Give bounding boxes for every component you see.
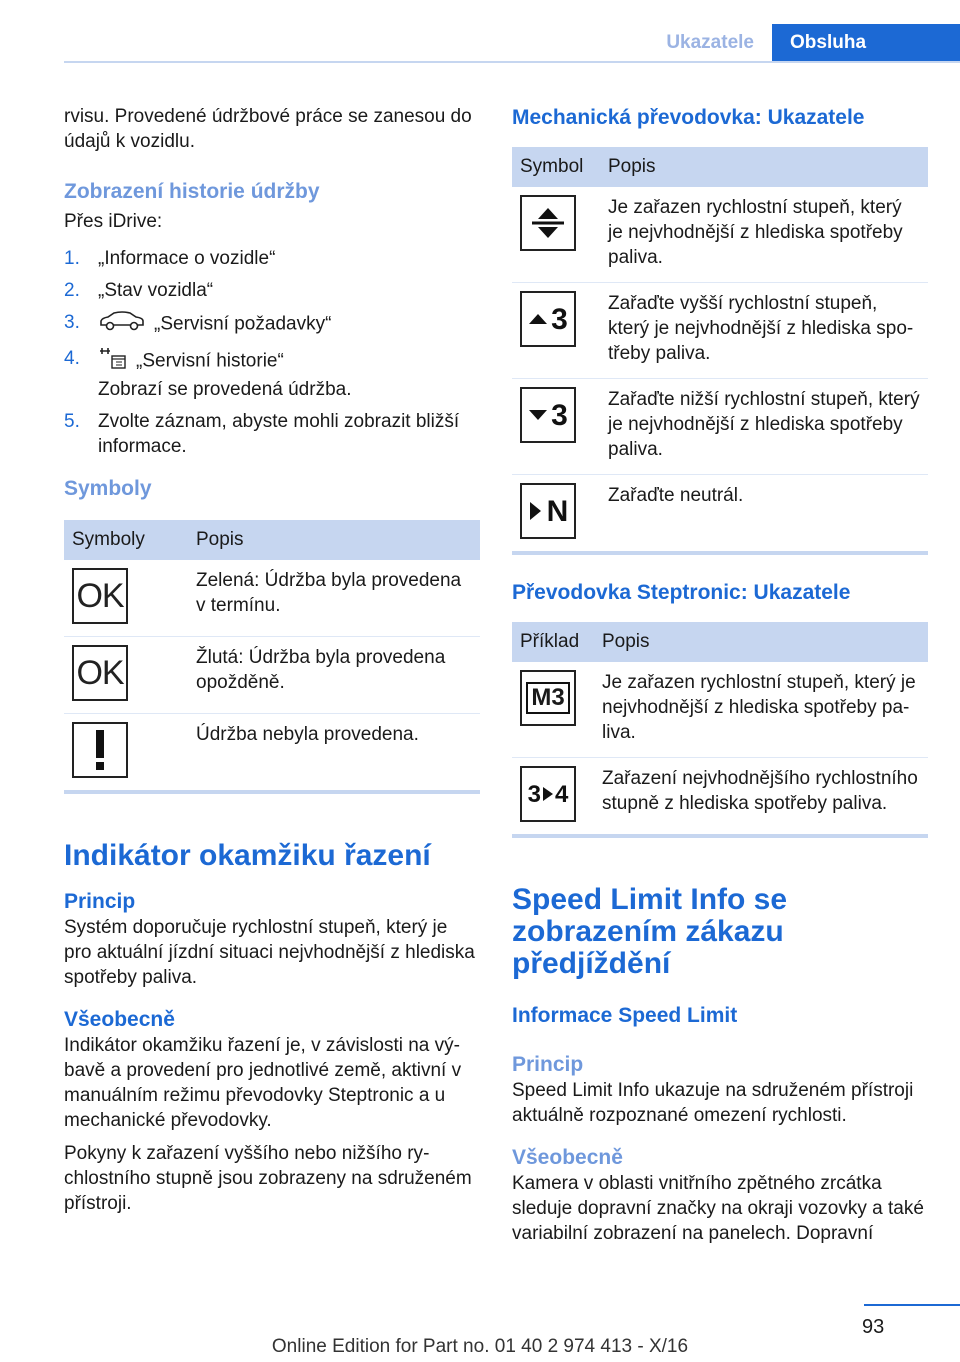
symbols-heading: Symboly — [64, 477, 152, 500]
step-text: „Informace o vozidle“ — [98, 248, 276, 269]
column-header-symbol: Symbol — [512, 147, 600, 187]
general-heading: Všeobecně — [512, 1146, 623, 1169]
ok-label: OK — [76, 576, 124, 615]
symbol-cell — [64, 714, 188, 791]
exclamation-icon — [72, 722, 128, 778]
tab-ukazatele[interactable]: Ukazatele — [666, 32, 754, 53]
gear-from: 3 — [527, 780, 541, 808]
manual-transmission-heading: Mechanická převodovka: Ukazatele — [512, 106, 865, 129]
left-column — [64, 104, 480, 1216]
symbol-cell — [512, 475, 600, 552]
general-text: Kamera v oblasti vnitřního zpětného zrcátka sleduje dopravní značky na okraji vozovky a také variabilní zobrazení na panelech. Dopravní — [512, 1173, 924, 1244]
description-cell: Žlutá: Údržba byla provedena opožděně. — [188, 637, 480, 714]
table-row — [512, 187, 928, 283]
steps-list — [64, 246, 480, 459]
step-extra: Zobrazí se provedená údržba. — [98, 379, 352, 400]
symbol-cell — [64, 560, 188, 637]
neutral-icon — [520, 483, 576, 539]
service-calendar-icon — [98, 346, 128, 377]
page-number: 93 — [862, 1316, 885, 1338]
description-cell: Je zařazen rychlostní stupeň, který je nejvhodnější z hlediska spotřeby paliva. — [600, 187, 928, 283]
gear-number: 3 — [551, 302, 568, 336]
manual-transmission-table — [512, 147, 928, 551]
step-text: Zvolte záznam, abyste mohli zobrazit bližší informace. — [98, 411, 460, 457]
header-tabs — [648, 24, 960, 62]
speed-limit-info-heading: Informace Speed Limit — [512, 1004, 738, 1027]
column-header-description: Popis — [188, 520, 480, 560]
step-number: 3. — [64, 312, 80, 333]
header-rule — [64, 61, 960, 63]
description-cell: Zařaďte neutrál. — [608, 485, 744, 506]
table-header-row — [64, 520, 480, 560]
principle-text: Speed Limit Info ukazuje na sdruženém přístroji aktuálně rozpoznané omezení rychlosti. — [512, 1080, 914, 1126]
gear-change-icon — [520, 766, 576, 822]
gear-letter: N — [546, 494, 569, 528]
column-header-example: Příklad — [512, 622, 594, 662]
shift-indicator-heading: Indikátor okamžiku řazení — [64, 839, 431, 872]
principle-heading: Princip — [512, 1053, 584, 1076]
general-text: Indikátor okamžiku řazení je, v závislosti na výbavě a provedení pro jednotlivé země, aktivní v manuálním režimu převodovky Steptronic a u mechanické převodovky. — [64, 1035, 462, 1131]
description-cell: Je zařazen rychlostní stupeň, který je nejvhodnější z hlediska spotřeby paliva. — [594, 662, 928, 758]
car-icon — [98, 310, 146, 339]
table-end-rule — [512, 834, 928, 838]
tab-obsluha[interactable]: Obsluha — [772, 24, 960, 62]
symbol-cell — [512, 283, 600, 379]
manual-mode-icon — [520, 670, 576, 726]
principle-text: Systém doporučuje rychlostní stupeň, který je pro aktuální jízdní situaci nejvhodnější z hlediska spotřeby paliva. — [64, 917, 475, 988]
step-text: „Servisní historie“ — [136, 350, 284, 372]
intro-paragraph: rvisu. Provedené údržbové práce se zanesou do údajů k vozidlu. — [64, 106, 472, 152]
optimal-gear-icon — [520, 195, 576, 251]
step-number: 2. — [64, 280, 80, 301]
list-item — [64, 346, 480, 402]
gear-indicator: M3 — [526, 682, 569, 714]
description-cell: Zelená: Údržba byla provedena v termínu. — [188, 560, 480, 637]
symbol-cell — [64, 637, 188, 714]
ok-green-icon — [72, 568, 128, 624]
speed-limit-heading: Speed Limit Info se zobrazením zákazu předjíždění — [512, 883, 788, 980]
symbol-cell — [512, 758, 594, 835]
principle-heading: Princip — [64, 890, 136, 913]
table-row — [64, 714, 480, 791]
steptronic-table — [512, 622, 928, 834]
right-column — [512, 104, 928, 1246]
table-row — [512, 475, 928, 552]
ok-yellow-icon — [72, 645, 128, 701]
general-heading: Všeobecně — [64, 1008, 175, 1031]
step-text: „Stav vozidla“ — [98, 280, 214, 301]
step-number: 1. — [64, 248, 80, 269]
list-item — [64, 278, 480, 303]
table-row — [512, 662, 928, 758]
table-header-row — [512, 622, 928, 662]
footer-rule — [864, 1304, 960, 1306]
table-row — [64, 560, 480, 637]
table-row — [512, 758, 928, 835]
history-heading: Zobrazení historie údržby — [64, 180, 320, 203]
steptronic-heading: Převodovka Steptronic: Ukazatele — [512, 581, 851, 604]
table-end-rule — [512, 551, 928, 555]
ok-label: OK — [76, 653, 124, 692]
column-header-description: Popis — [600, 147, 928, 187]
downshift-icon — [520, 387, 576, 443]
gear-to: 4 — [555, 780, 569, 808]
description-cell: Zařazení nejvhodnějšího rychlostního stupně z hlediska spotřeby paliva. — [602, 768, 918, 814]
symbols-table — [64, 520, 480, 790]
symbol-cell — [512, 662, 594, 758]
idrive-label: Přes iDrive: — [64, 211, 163, 232]
table-header-row — [512, 147, 928, 187]
footer-edition: Online Edition for Part no. 01 40 2 974 413 - X/16 — [271, 1336, 689, 1357]
upshift-icon — [520, 291, 576, 347]
gear-number: 3 — [551, 398, 568, 432]
step-number: 5. — [64, 411, 80, 432]
description-cell: Zařaďte nižší rychlostní stupeň, který je nejvhodnější z hlediska spotřeby paliva. — [600, 379, 928, 475]
table-row — [512, 283, 928, 379]
list-item — [64, 246, 480, 271]
column-header-description: Popis — [594, 622, 928, 662]
column-header-symbols: Symboly — [64, 520, 188, 560]
hints-text: Pokyny k zařazení vyššího nebo nižšího rychlostního stupně jsou zobrazeny na sdruženém přístroji. — [64, 1143, 472, 1214]
description-cell: Zařaďte vyšší rychlostní stupeň, který je nejvhodnější z hlediska spotřeby paliva. — [600, 283, 928, 379]
list-item — [64, 310, 480, 339]
table-end-rule — [64, 790, 480, 794]
list-item — [64, 409, 480, 459]
description-cell: Údržba nebyla provedena. — [196, 724, 419, 745]
symbol-cell — [512, 187, 600, 283]
symbol-cell — [512, 379, 600, 475]
table-row — [64, 637, 480, 714]
table-row — [512, 379, 928, 475]
step-number: 4. — [64, 348, 80, 369]
step-text: „Servisní požadavky“ — [154, 313, 332, 335]
